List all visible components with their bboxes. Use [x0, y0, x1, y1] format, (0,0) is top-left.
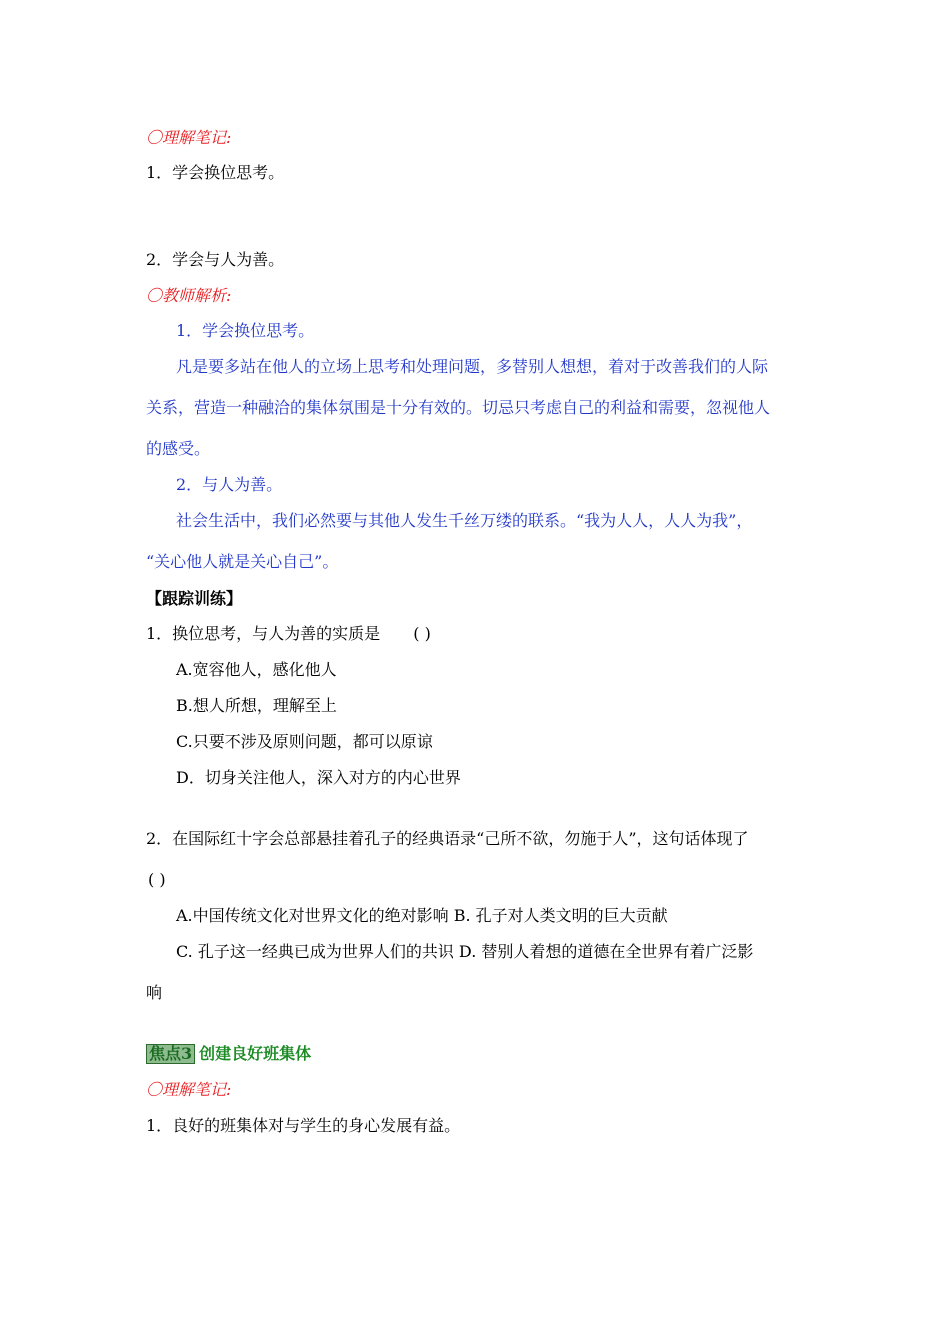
- teacher-text: 社会生活中，我们必然要与其他人发生千丝万缕的联系。“我为人人，人人为我”，: [176, 511, 753, 530]
- teacher-text: 的感受。: [146, 439, 211, 458]
- teacher-item-title: 2．与人为善。: [176, 475, 283, 494]
- section-title: 创建良好班集体: [199, 1044, 312, 1063]
- answer-blank: ( ): [413, 624, 431, 643]
- option-c: C.只要不涉及原则问题，都可以原谅: [176, 732, 433, 751]
- focus-badge: 焦点3: [146, 1044, 195, 1064]
- question-stem: 2．在国际红十字会总部悬挂着孔子的经典语录“己所不欲，勿施于人”，这句话体现了: [146, 829, 749, 848]
- section-heading: [146, 1044, 311, 1064]
- practice-heading: 【跟踪训练】: [146, 589, 243, 608]
- option-line: C. 孔子这一经典已成为世界人们的共识 D. 替别人着想的道德在全世界有着广泛影: [176, 942, 754, 961]
- teacher-heading: 〇教师解析:: [146, 286, 232, 305]
- question-stem: [146, 624, 431, 644]
- answer-blank: ( ): [148, 870, 166, 889]
- question-stem-text: 1．换位思考，与人为善的实质是: [146, 624, 381, 643]
- option-line: 响: [146, 983, 163, 1002]
- teacher-text: 凡是要多站在他人的立场上思考和处理问题，多替别人想想，着对于改善我们的人际: [176, 357, 769, 376]
- teacher-text: “关心他人就是关心自己”。: [146, 552, 339, 571]
- option-a: A.宽容他人，感化他人: [176, 660, 337, 679]
- note-heading: 〇理解笔记:: [146, 128, 232, 147]
- teacher-item-title: 1．学会换位思考。: [176, 321, 315, 340]
- option-line: A.中国传统文化对世界文化的绝对影响 B. 孔子对人类文明的巨大贡献: [176, 906, 668, 925]
- option-b: B.想人所想，理解至上: [176, 696, 337, 715]
- note-item: 2．学会与人为善。: [146, 250, 285, 269]
- option-d: D．切身关注他人，深入对方的内心世界: [176, 768, 461, 787]
- note-item: 1．学会换位思考。: [146, 163, 285, 182]
- note-item: 1．良好的班集体对与学生的身心发展有益。: [146, 1116, 461, 1135]
- note-heading: 〇理解笔记:: [146, 1080, 232, 1099]
- teacher-text: 关系，营造一种融洽的集体氛围是十分有效的。切忌只考虑自己的利益和需要，忽视他人: [146, 398, 771, 417]
